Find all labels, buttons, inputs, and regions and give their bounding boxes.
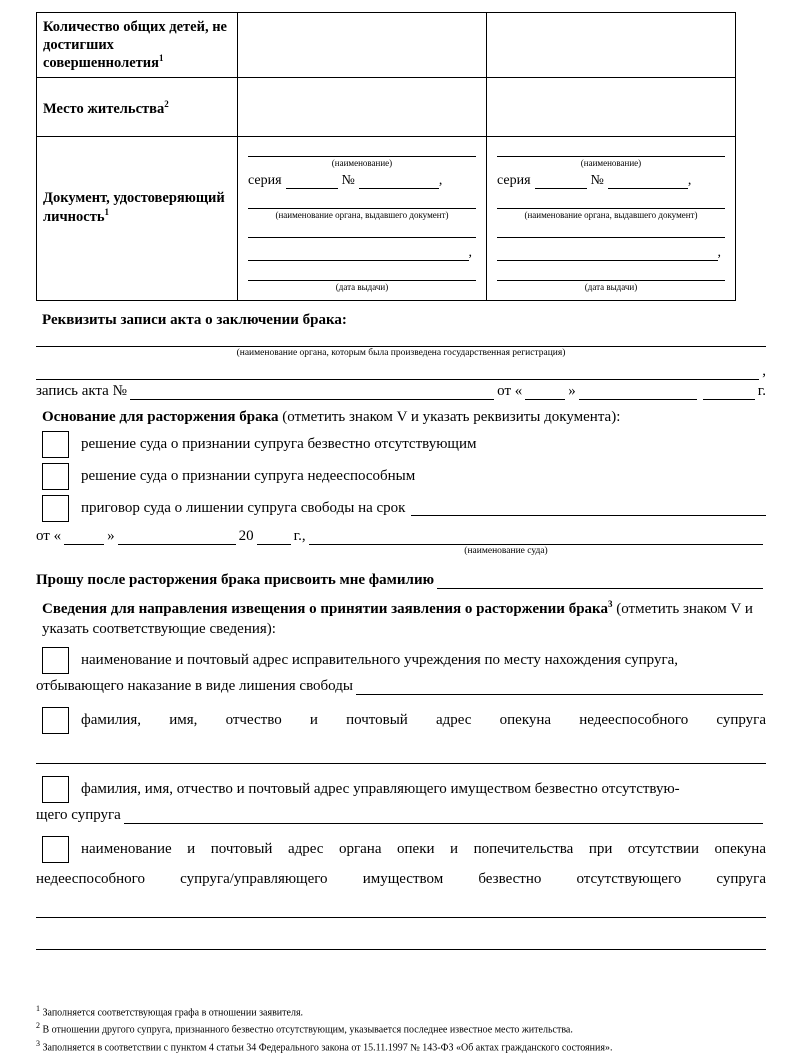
notice-item-1: [36, 647, 766, 674]
number-value-b[interactable]: [608, 175, 688, 189]
record-act-label: запись акта №: [36, 382, 127, 399]
record-act-row: [36, 383, 766, 400]
notice-item-4-line2: недееспособного супруга/управляющего имуществом безвестно отсутствующего супруга: [36, 871, 766, 888]
record-year-suffix: г.: [757, 382, 766, 399]
grounds-year-prefix: 20: [238, 527, 254, 544]
notice-item-4-line2-blank[interactable]: [36, 934, 766, 950]
identity-document-block-a: [238, 137, 487, 301]
residence-value-b[interactable]: [487, 78, 736, 137]
footnotes: [36, 1003, 766, 1056]
footnote-ref: 2: [164, 99, 169, 110]
checkbox-incapable-spouse[interactable]: [42, 463, 69, 490]
footnote-1-sup: 1: [36, 1003, 40, 1013]
notice-item-4: [36, 836, 766, 863]
footnote-1: [36, 1003, 766, 1021]
notice-item-2: [36, 707, 766, 734]
children-count-value-b[interactable]: [487, 13, 736, 78]
notice-item-1-line[interactable]: [356, 679, 763, 695]
grounds-date-from: от «: [36, 527, 62, 544]
notice-item-3-row2: [36, 807, 766, 824]
checkbox-property-manager[interactable]: [42, 776, 69, 803]
number-value-a[interactable]: [359, 175, 439, 189]
footnote-3-sup: 3: [36, 1039, 40, 1049]
grounds-court-caption: (наименование суда): [464, 545, 548, 556]
checkbox-guardianship-authority[interactable]: [42, 836, 69, 863]
serial-row-b: [497, 173, 725, 189]
doc-date-line-b[interactable]: [497, 247, 718, 261]
grounds-item-1: [36, 431, 766, 458]
grounds-year[interactable]: [257, 529, 291, 545]
notice-item-4-line1-blank[interactable]: [36, 902, 766, 918]
doc-date-line-a2[interactable]: [248, 267, 476, 281]
caption-organ-b: (наименование органа, выдавшего документ): [524, 209, 698, 220]
record-quote: »: [568, 382, 576, 399]
personal-data-table: [36, 12, 736, 301]
serial-label-a: серия: [248, 172, 282, 188]
footnote-3: [36, 1038, 766, 1056]
doc-issuer-line-a[interactable]: [248, 195, 476, 209]
footnote-2: [36, 1020, 766, 1038]
grounds-item-3: [36, 495, 766, 522]
label-text: Документ, удостоверяющий личность: [43, 190, 225, 225]
requisites-organ-line[interactable]: [36, 331, 766, 347]
checkbox-correctional-facility[interactable]: [42, 647, 69, 674]
serial-value-b[interactable]: [535, 175, 587, 189]
requisites-title: Реквизиты записи акта о заключении брака:: [42, 312, 347, 329]
grounds-item-3-line[interactable]: [411, 500, 766, 516]
notice-title-rest: (отметить знаком V и указать соответствующие сведения):: [42, 600, 753, 638]
doc-name-line-a[interactable]: [248, 143, 476, 157]
notice-item-3-line2: щего супруга: [36, 807, 121, 824]
comma-requisites: ,: [762, 362, 766, 379]
record-day[interactable]: [525, 384, 565, 400]
checkbox-missing-spouse[interactable]: [42, 431, 69, 458]
table-row: [37, 13, 736, 78]
grounds-year-suffix: г.,: [293, 527, 306, 544]
doc-date-line-a[interactable]: [248, 247, 469, 261]
requisites-second-line-row: [36, 363, 766, 380]
grounds-court-line[interactable]: [309, 529, 763, 545]
record-year[interactable]: [703, 384, 755, 400]
notice-item-1-line1: наименование и почтовый адрес исправительного учреждения по месту нахождения супруга,: [81, 652, 679, 669]
notice-item-2-line[interactable]: [36, 748, 766, 764]
footnote-1-text: Заполняется соответствующая графа в отношении заявителя.: [42, 1006, 304, 1018]
surname-request-label: Прошу после расторжения брака присвоить мне фамилию: [36, 571, 435, 588]
label-text: Место жительства: [43, 101, 165, 118]
comma-a2: ,: [468, 245, 472, 261]
doc-issuer-line-a2[interactable]: [248, 224, 476, 238]
notice-item-1-row2: [36, 678, 766, 695]
residence-value-a[interactable]: [238, 78, 487, 137]
footnote-2-text: В отношении другого супруга, признанного безвестно отсутствующим, указывается последнее известное место жительства.: [42, 1024, 573, 1036]
grounds-title-bold: Основание для расторжения брака: [42, 408, 279, 425]
grounds-date-quote: »: [107, 527, 115, 544]
comma-b2: ,: [717, 245, 721, 261]
notice-item-1-line2: отбывающего наказание в виде лишения свободы: [36, 678, 353, 695]
doc-issuer-line-b[interactable]: [497, 195, 725, 209]
caption-name-b: (наименование): [580, 158, 642, 169]
checkbox-guardian-address[interactable]: [42, 707, 69, 734]
row-label-residence: [37, 78, 238, 137]
caption-date-b: (дата выдачи): [584, 282, 638, 293]
notice-title: [42, 599, 766, 640]
footnote-ref: 1: [159, 53, 164, 64]
requisites-second-line[interactable]: [36, 364, 759, 380]
grounds-title: [42, 409, 766, 426]
doc-issuer-line-b2[interactable]: [497, 224, 725, 238]
notice-item-3-line1: фамилия, имя, отчество и почтовый адрес управляющего имуществом безвестно отсутствую-: [81, 781, 680, 798]
label-text: Количество общих детей, не достигших совершеннолетия: [43, 19, 227, 72]
comma-a: ,: [438, 172, 443, 188]
grounds-item-2-label: решение суда о признании супруга недееспособным: [81, 467, 416, 484]
record-act-number[interactable]: [130, 384, 494, 400]
serial-label-b: серия: [497, 172, 531, 188]
surname-request-line[interactable]: [437, 573, 763, 589]
grounds-date-row: [36, 528, 766, 545]
number-label-b: №: [590, 172, 604, 188]
caption-date-a: (дата выдачи): [335, 282, 389, 293]
checkbox-imprisonment[interactable]: [42, 495, 69, 522]
table-row: [37, 137, 736, 301]
table-row: [37, 78, 736, 137]
row-label-identity-document: [37, 137, 238, 301]
grounds-day[interactable]: [64, 529, 104, 545]
children-count-value-a[interactable]: [238, 13, 487, 78]
identity-document-block-b: [487, 137, 736, 301]
serial-value-a[interactable]: [286, 175, 338, 189]
notice-title-footnote-ref: 3: [607, 598, 613, 609]
row-label-children-count: [37, 13, 238, 78]
footnote-3-text: Заполняется в соответствии с пунктом 4 статьи 34 Федерального закона от 15.11.1997 № 143-ФЗ «Об актах гражданского состояния».: [42, 1042, 613, 1054]
notice-item-3-line[interactable]: [124, 808, 763, 824]
notice-item-3: [36, 776, 766, 803]
comma-b: ,: [687, 172, 692, 188]
doc-name-line-b[interactable]: [497, 143, 725, 157]
grounds-item-3-label: приговор суда о лишении супруга свободы на срок: [81, 499, 406, 516]
notice-item-4-line1: наименование и почтовый адрес органа опеки и попечительства при отсутствии опекуна: [81, 841, 766, 858]
requisites-organ-caption: (наименование органа, которым была произведена государственная регистрация): [236, 348, 566, 359]
grounds-month[interactable]: [118, 529, 236, 545]
notice-title-bold: Сведения для направления извещения о принятии заявления о расторжении брака: [42, 600, 608, 617]
caption-organ-a: (наименование органа, выдавшего документ): [275, 209, 449, 220]
footnote-2-sup: 2: [36, 1021, 40, 1031]
surname-request-row: [36, 572, 766, 589]
notice-item-2-line1: фамилия, имя, отчество и почтовый адрес опекуна недееспособного супруга: [81, 712, 766, 729]
caption-name-a: (наименование): [331, 158, 393, 169]
grounds-item-1-label: решение суда о признании супруга безвестно отсутствующим: [81, 435, 477, 452]
number-label-a: №: [341, 172, 355, 188]
grounds-title-rest: (отметить знаком V и указать реквизиты документа):: [282, 408, 621, 425]
record-month[interactable]: [579, 384, 697, 400]
footnote-ref: 1: [104, 206, 109, 217]
doc-date-line-b2[interactable]: [497, 267, 725, 281]
serial-row-a: [248, 173, 476, 189]
grounds-item-2: [36, 463, 766, 490]
record-from-label: от «: [497, 382, 523, 399]
